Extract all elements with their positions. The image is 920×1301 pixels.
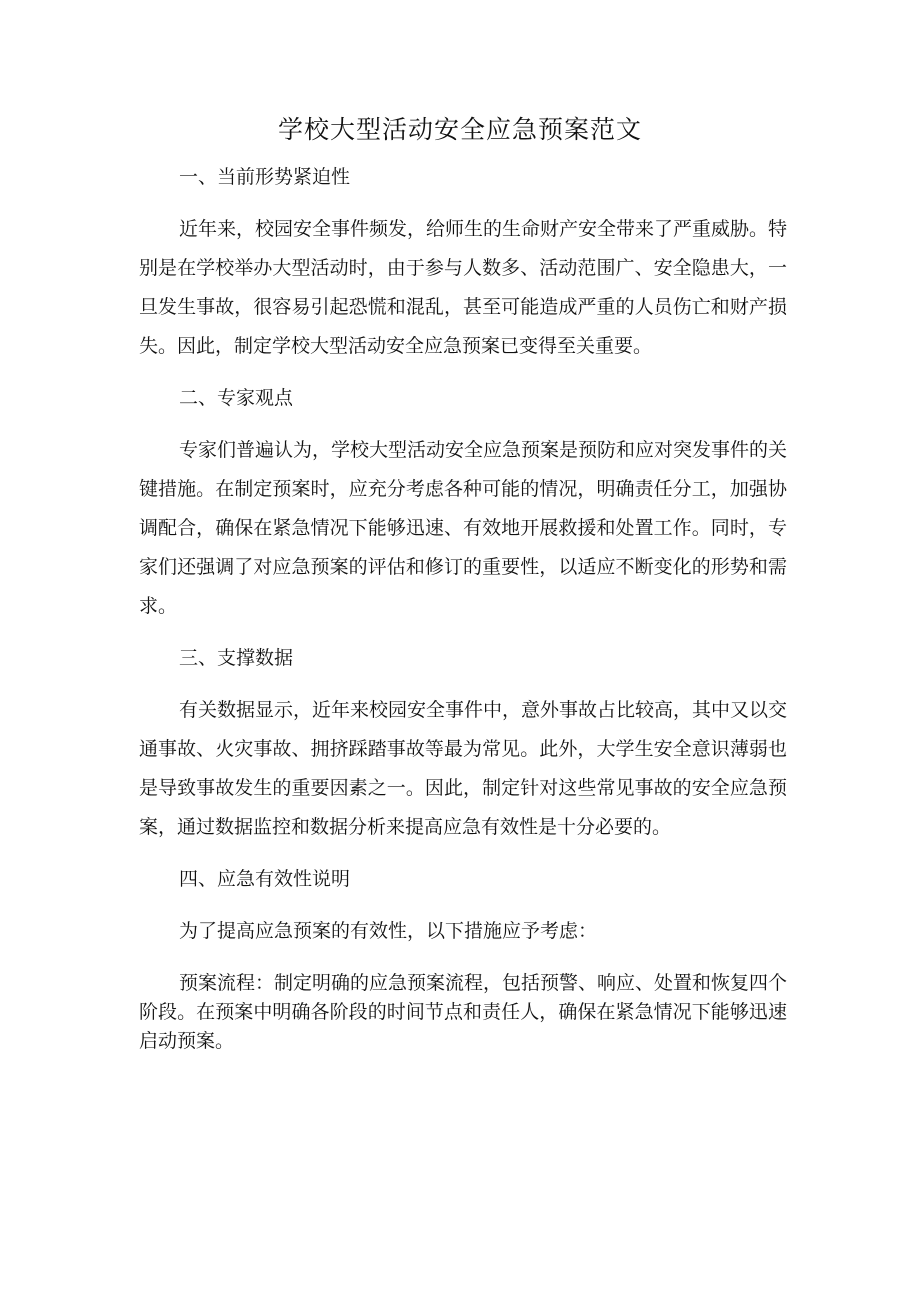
section-heading-1: 一、当前形势紧迫性 <box>179 166 351 188</box>
section-heading-2: 二、专家观点 <box>179 387 294 409</box>
section-2-paragraph-1: 专家们普遍认为，学校大型活动安全应急预案是预防和应对突发事件的关键措施。在制定预案时，应充分考虑各种可能的情况，明确责任分工，加强协调配合，确保在紧急情况下能够迅速、有效地开展救援和处置工作。同时，专家们还强调了对应急预案的评估和修订的重要性，以适应不断变化的形势和需求。 <box>139 439 788 617</box>
section-3-paragraph-1: 有关数据显示，近年来校园安全事件中，意外事故占比较高，其中又以交通事故、火灾事故、拥挤踩踏事故等最为常见。此外，大学生安全意识薄弱也是导致事故发生的重要因素之一。因此，制定针对这些常见事故的安全应急预案，通过数据监控和数据分析来提高应急有效性是十分必要的。 <box>139 699 788 838</box>
section-4-paragraph-1: 为了提高应急预案的有效性，以下措施应予考虑： <box>179 920 598 942</box>
document-title: 学校大型活动安全应急预案范文 <box>277 115 642 144</box>
section-1-paragraph-1: 近年来，校园安全事件频发，给师生的生命财产安全带来了严重威胁。特别是在学校举办大型活动时，由于参与人数多、活动范围广、安全隐患大，一旦发生事故，很容易引起恐慌和混乱，甚至可能造成严重的人员伤亡和财产损失。因此，制定学校大型活动安全应急预案已变得至关重要。 <box>139 218 788 357</box>
document-body <box>139 158 787 1056</box>
section-4-paragraph-2: 预案流程：制定明确的应急预案流程，包括预警、响应、处置和恢复四个阶段。在预案中明确各阶段的时间节点和责任人，确保在紧急情况下能够迅速启动预案。 <box>139 972 788 1052</box>
section-heading-3: 三、支撑数据 <box>179 647 294 669</box>
section-heading-4: 四、应急有效性说明 <box>179 868 351 890</box>
